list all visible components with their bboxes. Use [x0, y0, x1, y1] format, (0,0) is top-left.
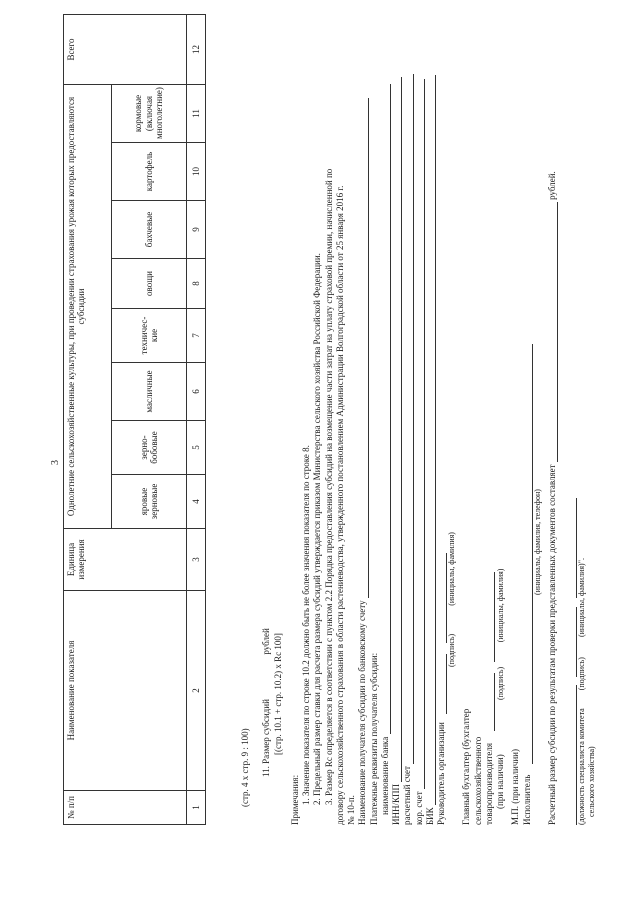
- payment-details-title: Платежные реквизиты получателя субсидии:: [368, 652, 379, 825]
- col-number: 12: [187, 15, 206, 85]
- specialist-captions: [577, 35, 587, 825]
- accountant-initials-caption: (инициалы, фамилия): [496, 568, 505, 643]
- note-1: 1. Значение показателя по строке 10.2 должно быть не более значения показателя по строке 8.: [301, 445, 311, 805]
- col-number: 7: [187, 309, 206, 363]
- col-number: 4: [187, 475, 206, 529]
- header-crops-group: Однолетние сельскохозяйственные культуры, при проведении страхования урожая которых предоставляются субсидии: [64, 85, 112, 529]
- crop-header: бахчевые: [112, 201, 187, 259]
- inn-kpp-line: [392, 77, 402, 782]
- mp-label: М.П. (при наличии): [510, 749, 521, 825]
- accountant-line-3: [484, 35, 495, 825]
- col-number: 11: [187, 85, 206, 143]
- table-column-numbers-row: [187, 15, 206, 825]
- corr-account-label: кор. счет: [413, 791, 424, 825]
- head-initials-caption: (инициалы, фамилия): [447, 532, 457, 606]
- specialist-signature: [566, 35, 577, 825]
- accountant-sign-line: [485, 673, 495, 731]
- inn-kpp: [391, 35, 402, 825]
- crop-header: картофель: [112, 143, 187, 201]
- head-label: Руководитель организации: [436, 722, 446, 825]
- recipient-name-label: Наименование получателя субсидии по банковскому счету: [357, 600, 368, 825]
- col-number: 2: [187, 591, 206, 791]
- col-number: 10: [187, 143, 206, 201]
- corr-account: [414, 35, 425, 825]
- corr-account-line: [415, 79, 425, 789]
- item-11: [261, 35, 272, 825]
- item-11-formula: [(стр. 10.1 + стр. 10.2) х Rс 100]: [272, 633, 283, 755]
- calc-unit: рублей.: [546, 171, 557, 200]
- note-3-end: № 10-п.: [346, 795, 356, 825]
- accountant-line-1: Главный бухгалтер (бухгалтер: [461, 708, 472, 825]
- crop-header: яровые зерновые: [112, 475, 187, 529]
- formula-line: (стр. 4 х стр. 9 : 100): [240, 728, 250, 807]
- specialist-initials-caption: (инициалы, фамилия)".: [577, 558, 587, 638]
- bank-name-line: [381, 84, 391, 734]
- note-2: 2. Предельный размер ставки для расчета размера субсидий утверждается приказом Министерства сельского хозяйства Российской Федерации.: [312, 253, 323, 805]
- bank-name-label: наименование банка: [379, 736, 390, 815]
- specialist-position-caption: (должность специалиста комитета: [577, 708, 587, 825]
- accountant-line-2: сельскохозяйственного: [472, 736, 483, 825]
- head-captions: [447, 35, 457, 825]
- bank-name: [380, 35, 391, 825]
- accountant-initials-line: [485, 572, 495, 662]
- item-11-unit: рублей: [261, 628, 272, 655]
- executor-line: [523, 344, 533, 764]
- table-header-row: [64, 15, 112, 825]
- header-total: Всего: [64, 15, 187, 85]
- accountant-sign-caption: (подпись): [496, 666, 505, 701]
- header-num: № п/п: [64, 791, 187, 825]
- head-signature: [436, 35, 447, 825]
- col-number: 1: [187, 791, 206, 825]
- crop-header: зерно-бобовые: [112, 421, 187, 475]
- head-sign-line: [437, 654, 447, 714]
- accountant-line-4: [495, 35, 506, 825]
- header-name: Наименование показателя: [64, 591, 187, 791]
- item-11-label: 11. Размер субсидий: [261, 699, 272, 777]
- subsidy-table: [63, 14, 206, 825]
- head-sign-caption: (подпись): [447, 633, 457, 667]
- note-3-cont: договору сельскохозяйственного страхования в области растениеводства, утвержденного постановлением Администрации Волгоградской области от 25 января 2016 г.: [334, 185, 345, 825]
- account-line: [404, 74, 414, 764]
- specialist-position-line: [567, 685, 577, 825]
- recipient-name: [357, 35, 368, 825]
- notes-title: Примечания:: [289, 774, 300, 825]
- specialist-initials-line: [567, 499, 577, 599]
- body-text: [240, 35, 597, 825]
- account-label: расчетный счет: [402, 766, 413, 825]
- header-unit: Единица измерения: [64, 529, 187, 591]
- bik-label: БИК: [424, 807, 435, 825]
- calc-line-text: Расчетный размер субсидии по результатам проверки представленных документов составляет: [546, 464, 557, 825]
- bik-line: [426, 75, 436, 805]
- calc-amount-line: [548, 202, 558, 462]
- calc-line: [547, 35, 558, 825]
- executor-label: Исполнитель: [521, 774, 532, 825]
- specialist-position-caption-2: сельского хозяйства): [587, 746, 597, 817]
- recipient-name-line: [359, 98, 369, 598]
- executor-caption: (инициалы, фамилия, телефон): [532, 489, 542, 595]
- specialist-sign-caption: (подпись): [577, 657, 587, 691]
- account: [402, 35, 413, 825]
- bik: [425, 35, 436, 825]
- crop-header: масличные: [112, 363, 187, 421]
- executor: [522, 35, 533, 825]
- col-number: 3: [187, 529, 206, 591]
- specialist-sign-line: [567, 607, 577, 677]
- crop-header: кормовые (включая многолетние): [112, 85, 187, 143]
- page-number: 3: [50, 460, 61, 465]
- col-number: 5: [187, 421, 206, 475]
- col-number: 9: [187, 201, 206, 259]
- note-3: 3. Размер Rс определяется в соответствии с пунктом 2.2 Порядка предоставления субсидий на возмещение части затрат на уплату страховой премии, начисленной по: [323, 168, 334, 805]
- head-initials-line: [437, 553, 447, 643]
- col-number: 6: [187, 363, 206, 421]
- accountant-line-4-text: (при наличии): [495, 754, 505, 809]
- col-number: 8: [187, 259, 206, 309]
- accountant-line-3-text: товаропроизводителя: [483, 742, 494, 825]
- crop-header: овощи: [112, 259, 187, 309]
- inn-kpp-label: ИНН/КПП: [391, 783, 401, 825]
- crop-header: техничес-кие: [112, 309, 187, 363]
